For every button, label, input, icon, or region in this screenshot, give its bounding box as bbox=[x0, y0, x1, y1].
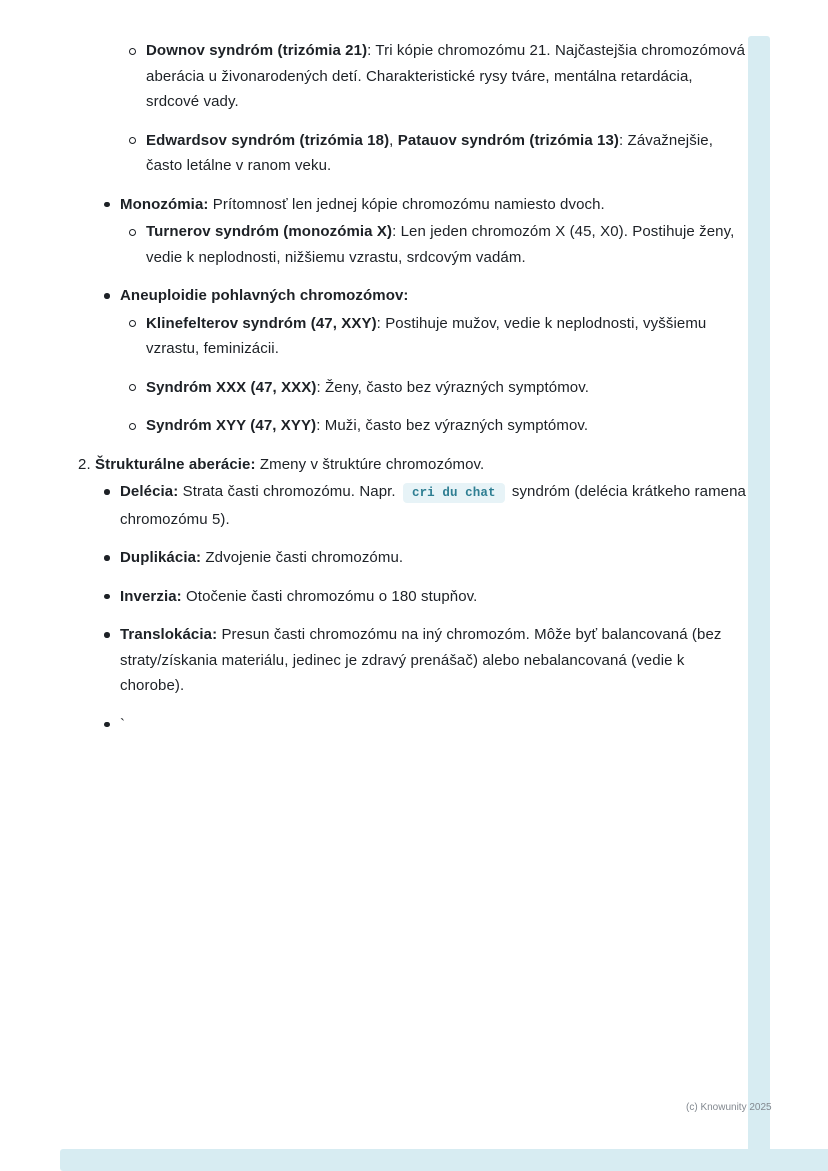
list-item-text bbox=[95, 452, 746, 738]
list-item-aneuploidie bbox=[78, 283, 746, 439]
term-title: Edwardsov syndróm (trizómia 18) bbox=[146, 131, 390, 149]
circle-bullet-shape bbox=[129, 320, 136, 327]
term-description: Prítomnosť len jednej kópie chromozómu namiesto dvoch. bbox=[208, 195, 605, 213]
item-line bbox=[120, 192, 746, 218]
circle-bullet-icon bbox=[128, 219, 146, 245]
list-item-strukturalne-aberacie bbox=[78, 452, 746, 738]
list-item-translokacia bbox=[95, 622, 746, 699]
list-item-text bbox=[146, 219, 746, 270]
list-item-text bbox=[120, 622, 746, 699]
circle-bullet-icon bbox=[128, 38, 146, 64]
term-description: : Ženy, často bez výrazných symptómov. bbox=[316, 378, 589, 396]
numeric-aberrations-list bbox=[78, 192, 746, 439]
circle-bullet-shape bbox=[129, 48, 136, 55]
structural-aberrations-section bbox=[78, 452, 746, 738]
disc-bullet-icon bbox=[103, 584, 120, 610]
disc-bullet-icon bbox=[103, 283, 120, 309]
circle-bullet-icon bbox=[128, 128, 146, 154]
list-item-edwardsov-patauov bbox=[78, 128, 746, 179]
term-description: Otočenie časti chromozómu o 180 stupňov. bbox=[181, 587, 478, 605]
term-title: Duplikácia: bbox=[120, 549, 202, 566]
page-border-bottom bbox=[60, 1149, 828, 1171]
list-item-syndrom-xyy bbox=[120, 413, 746, 439]
list-item-text bbox=[146, 128, 746, 179]
disc-bullet-icon bbox=[103, 712, 120, 738]
item-line bbox=[95, 452, 746, 478]
term-title: Syndróm XYY (47, XYY) bbox=[146, 417, 317, 434]
disc-bullet-icon bbox=[103, 545, 120, 571]
term-description: : Len jeden chromozóm X (45, X0). Postihuje ženy, vedie k neplodnosti, nižšiemu vzrastu, srdcovým vadám. bbox=[146, 223, 735, 266]
disc-bullet-shape bbox=[104, 202, 110, 208]
disc-bullet-icon bbox=[103, 622, 120, 648]
ordered-list-number: 2. bbox=[78, 455, 91, 473]
list-item-duplikacia bbox=[95, 545, 746, 571]
disc-bullet-shape bbox=[104, 594, 110, 600]
list-item-text bbox=[146, 413, 746, 439]
term-description: Zmeny v štruktúre chromozómov. bbox=[255, 455, 485, 473]
separator-text: , bbox=[389, 131, 398, 149]
disc-bullet-icon bbox=[103, 192, 120, 218]
term-title: Klinefelterov syndróm (47, XXY) bbox=[146, 314, 377, 332]
circle-bullet-shape bbox=[129, 229, 136, 236]
disc-bullet-icon bbox=[103, 479, 120, 505]
list-item-syndrom-xxx bbox=[120, 375, 746, 401]
term-title: Downov syndróm (trizómia 21) bbox=[146, 42, 368, 59]
footer-copyright: (c) Knowunity 2025 bbox=[686, 1102, 772, 1113]
list-item-text bbox=[120, 584, 746, 610]
circle-bullet-icon bbox=[128, 413, 146, 439]
structural-sublist bbox=[95, 479, 746, 737]
term-title: Syndróm XXX (47, XXX) bbox=[146, 378, 317, 396]
term-description: Presun časti chromozómu na iný chromozóm. Môže byť balancovaná (bez straty/získania materiálu, jedinec je zdravý prenášač) alebo nebalancovaná (vedie k chorobe). bbox=[120, 626, 722, 694]
list-item-text bbox=[146, 38, 746, 115]
list-item-delecia bbox=[95, 479, 746, 532]
aneuploidie-sublist bbox=[120, 311, 746, 439]
stray-character: ` bbox=[120, 715, 126, 733]
list-item-turnerov bbox=[120, 219, 746, 270]
circle-bullet-icon bbox=[128, 375, 146, 401]
disc-bullet-shape bbox=[104, 489, 110, 495]
disc-bullet-shape bbox=[104, 722, 110, 728]
term-title: Turnerov syndróm (monozómia X) bbox=[146, 223, 393, 240]
list-item-text bbox=[146, 311, 746, 362]
list-item-text bbox=[120, 479, 746, 532]
term-description: : Postihuje mužov, vedie k neplodnosti, vyššiemu vzrastu, feminizácii. bbox=[146, 314, 707, 357]
list-item-text bbox=[120, 545, 746, 571]
term-title: Aneuploidie pohlavných chromozómov: bbox=[120, 287, 409, 304]
circle-bullet-shape bbox=[129, 137, 136, 144]
list-item-text bbox=[120, 192, 746, 271]
term-title: Monozómia: bbox=[120, 195, 209, 213]
term-description: : Muži, často bez výrazných symptómov. bbox=[316, 417, 589, 434]
document-content bbox=[78, 38, 746, 737]
item-line bbox=[120, 283, 746, 309]
inline-code-chip: cri du chat bbox=[403, 483, 505, 503]
list-item-monozomia bbox=[78, 192, 746, 271]
disc-bullet-shape bbox=[104, 632, 110, 638]
disc-bullet-shape bbox=[104, 293, 110, 299]
circle-bullet-shape bbox=[129, 423, 136, 430]
term-description: : Závažnejšie, často letálne v ranom veku. bbox=[146, 131, 713, 174]
list-item-text bbox=[120, 712, 746, 738]
term-description: : Tri kópie chromozómu 21. Najčastejšia chromozómová aberácia u živonarodených detí. Charakteristické rysy tváre, mentálna retardácia, srdcové vady. bbox=[146, 42, 746, 110]
term-description: Strata časti chromozómu. Napr. bbox=[178, 483, 400, 500]
term-title: Translokácia: bbox=[120, 626, 218, 643]
term-title: Štrukturálne aberácie: bbox=[95, 455, 256, 473]
term-description: syndróm (delécia krátkeho ramena chromozómu 5). bbox=[120, 483, 747, 528]
list-item-downov-syndrom bbox=[78, 38, 746, 115]
term-title: Delécia: bbox=[120, 483, 179, 500]
list-item-text bbox=[146, 375, 746, 401]
list-item-inverzia bbox=[95, 584, 746, 610]
monozomia-sublist bbox=[120, 219, 746, 270]
list-item-klinefelterov bbox=[120, 311, 746, 362]
list-item-text bbox=[120, 283, 746, 439]
circle-bullet-icon bbox=[128, 311, 146, 337]
circle-bullet-shape bbox=[129, 384, 136, 391]
trisomy-examples-list bbox=[78, 38, 746, 179]
list-item-stray-backtick bbox=[95, 712, 746, 738]
term-description: Zdvojenie časti chromozómu. bbox=[201, 549, 404, 566]
term-title: Patauov syndróm (trizómia 13) bbox=[397, 131, 620, 149]
page-border-right bbox=[748, 36, 770, 1171]
disc-bullet-shape bbox=[104, 555, 110, 561]
term-title: Inverzia: bbox=[120, 587, 182, 605]
